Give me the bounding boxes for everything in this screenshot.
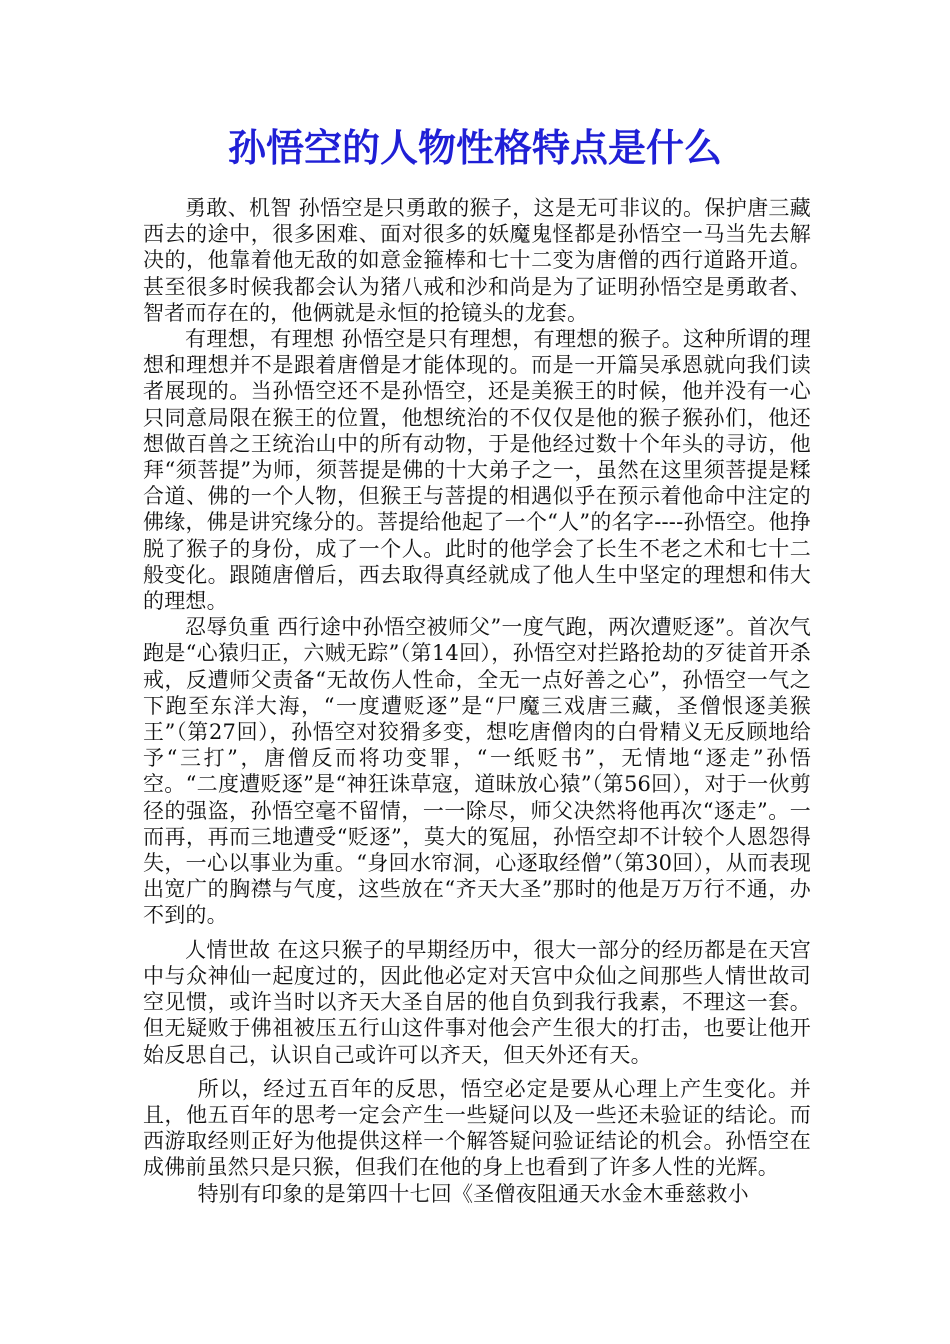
paragraph-brave: 勇敢、机智 孙悟空是只勇敢的猴子，这是无可非议的。保护唐三藏西去的途中，很多困难、面对很多的妖魔鬼怪都是孙悟空一马当先去解决的，他靠着他无敌的如意金箍棒和七十二变为唐僧的西行道路开道。甚至很多时候我都会认为猪八戒和沙和尚是为了证明孙悟空是勇敢者、智者而存在的，他俩就是永恒的抢镜头的龙套。 bbox=[143, 196, 811, 325]
paragraph-reflection: 所以，经过五百年的反思，悟空必定是要从心理上产生变化。并且，他五百年的思考一定会产生一些疑问以及一些还未验证的结论。而西游取经则正好为他提供这样一个解答疑问验证结论的机会。孙悟空在成佛前虽然只是只猴，但我们在他的身上也看到了许多人性的光辉。 bbox=[143, 1076, 811, 1180]
paragraph-ideals: 有理想，有理想 孙悟空是只有理想，有理想的猴子。这种所谓的理想和理想并不是跟着唐僧是才能体现的。而是一开篇吴承恩就向我们读者展现的。当孙悟空还不是孙悟空，还是美猴王的时候，他并没有一心只同意局限在猴王的位置，他想统治的不仅仅是他的猴子猴孙们，他还想做百兽之王统治山中的所有动物，于是他经过数十个年头的寻访，他拜“须菩提”为师，须菩提是佛的十大弟子之一，虽然在这里须菩提是糅合道、佛的一个人物，但猴王与菩提的相遇似乎在预示着他命中注定的佛缘，佛是讲究缘分的。菩提给他起了一个“人”的名字----孙悟空。他挣脱了猴子的身份，成了一个人。此时的他学会了长生不老之术和七十二般变化。跟随唐僧后，西去取得真经就成了他人生中坚定的理想和伟大的理想。 bbox=[143, 327, 811, 614]
document-body bbox=[143, 195, 811, 1207]
paragraph-chapter-47: 特别有印象的是第四十七回《圣僧夜阻通天水金木垂慈救小 bbox=[197, 1181, 749, 1206]
paragraph-endurance: 忍辱负重 西行途中孙悟空被师父”一度气跑，两次遭贬逐”。首次气跑是“心猿归正，六贼无踪”（第14回），孙悟空对拦路抢劫的歹徒首开杀戒，反遭师父责备“无故伤人性命，全无一点好善之心”，孙悟空一气之下跑至东洋大海，“一度遭贬逐”是“尸魔三戏唐三藏，圣僧恨逐美猴王”（第27回），孙悟空对狡猾多变，想吃唐僧肉的白骨精义无反顾地给予“三打”，唐僧反而将功变罪，“一纸贬书”，无情地“逐走”孙悟空。“二度遭贬逐”是“神狂诛草寇，道昧放心猿”（第56回），对于一伙剪径的强盗，孙悟空毫不留情，一一除尽，师父决然将他再次“逐走”。一而再，再而三地遭受“贬逐”，莫大的冤屈，孙悟空却不计较个人恩怨得失，一心以事业为重。“身回水帘洞，心逐取经僧”（第30回），从而表现出宽广的胸襟与气度，这些放在“齐天大圣”那时的他是万万行不通，办不到的。 bbox=[143, 615, 811, 928]
document-title: 孙悟空的人物性格特点是什么 bbox=[227, 125, 722, 170]
paragraph-worldly-wisdom: 人情世故 在这只猴子的早期经历中，很大一部分的经历都是在天宫中与众神仙一起度过的，因此他必定对天宫中众仙之间那些人情世故司空见惯，或许当时以齐天大圣自居的他自负到我行我素，不理这一套。但无疑败于佛祖被压五行山这件事对他会产生很大的打击，也要让他开始反思自己，认识自己或许可以齐天，但天外还有天。 bbox=[143, 937, 811, 1067]
